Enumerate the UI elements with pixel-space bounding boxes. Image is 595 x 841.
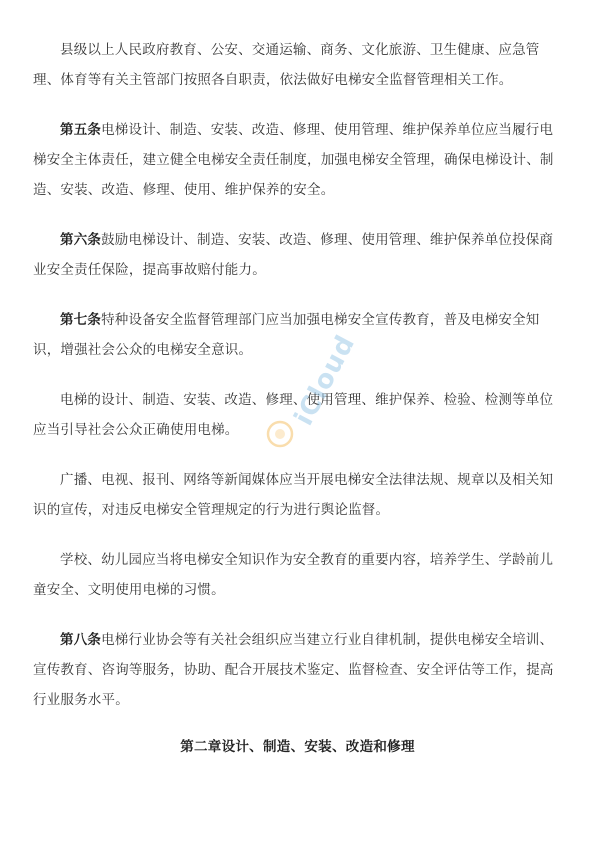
watermark-text: iCloud <box>288 330 362 431</box>
article-number: 第六条 <box>60 232 102 248</box>
paragraph-7-2 <box>33 385 563 445</box>
article-number: 第七条 <box>60 312 102 328</box>
article-number: 第五条 <box>60 122 102 138</box>
paragraph-article-7 <box>33 305 563 365</box>
chapter-heading: 第二章设计、制造、安装、改造和修理 <box>180 739 415 755</box>
paragraph-text: 电梯的设计、制造、安装、改造、修理、使用管理、维护保养、检验、检测等单位应当引导社会公众正确使用电梯。 <box>33 392 554 438</box>
paragraph-text: 广播、电视、报刊、网络等新闻媒体应当开展电梯安全法律法规、规章以及相关知识的宣传，对违反电梯安全管理规定的行为进行舆论监督。 <box>33 472 554 518</box>
paragraph-text: 电梯行业协会等有关社会组织应当建立行业自律机制，提供电梯安全培训、宣传教育、咨询等服务，协助、配合开展技术鉴定、监督检查、安全评估等工作，提高行业服务水平。 <box>33 632 554 708</box>
paragraph-text: 电梯设计、制造、安装、改造、修理、使用管理、维护保养单位应当履行电梯安全主体责任，建立健全电梯安全责任制度，加强电梯安全管理，确保电梯设计、制造、安装、改造、修理、使用、维护保养的安全。 <box>33 122 554 198</box>
paragraph-article-8 <box>33 625 563 715</box>
paragraph-text: 鼓励电梯设计、制造、安装、改造、修理、使用管理、维护保养单位投保商业安全责任保险，提高事故赔付能力。 <box>33 232 554 278</box>
paragraph-article-6 <box>33 225 563 285</box>
paragraph-article-5 <box>33 115 563 205</box>
paragraph-7-3 <box>33 465 563 525</box>
paragraph-1 <box>33 35 563 95</box>
article-number: 第八条 <box>60 632 102 648</box>
paragraph-7-4 <box>33 545 563 605</box>
paragraph-text: 特种设备安全监督管理部门应当加强电梯安全宣传教育，普及电梯安全知识，增强社会公众的电梯安全意识。 <box>33 312 540 358</box>
paragraph-text: 县级以上人民政府教育、公安、交通运输、商务、文化旅游、卫生健康、应急管理、体育等有关主管部门按照各自职责，依法做好电梯安全监督管理相关工作。 <box>33 42 540 88</box>
paragraph-text: 学校、幼儿园应当将电梯安全知识作为安全教育的重要内容，培养学生、学龄前儿童安全、文明使用电梯的习惯。 <box>33 552 554 598</box>
